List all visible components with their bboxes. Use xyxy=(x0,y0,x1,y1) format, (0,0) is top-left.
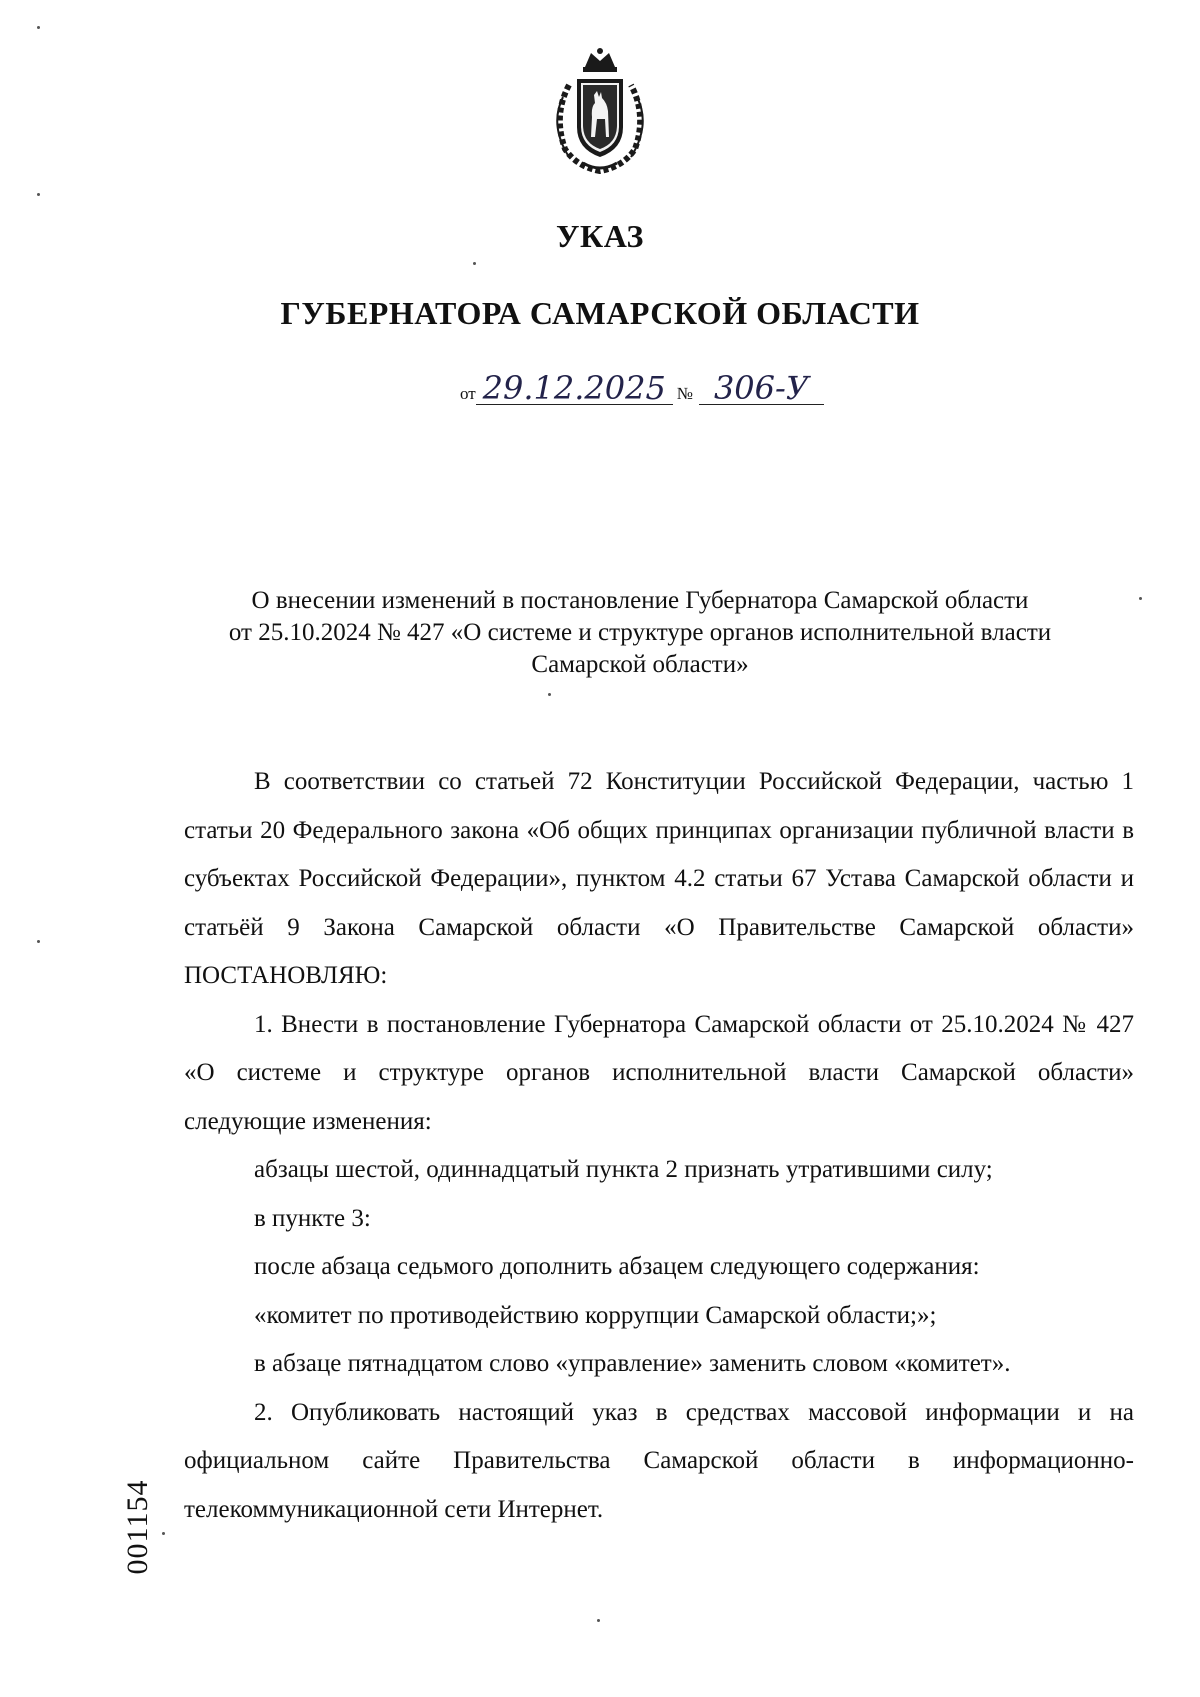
side-number-text: 001154 xyxy=(121,1479,154,1575)
document-subtitle: ГУБЕРНАТОРА САМАРСКОЙ ОБЛАСТИ xyxy=(280,295,920,331)
document-subject xyxy=(160,585,1120,681)
document-body xyxy=(184,758,1134,1534)
scan-speck xyxy=(37,940,40,943)
subitem-paragraph: в пункте 3: xyxy=(254,1204,371,1232)
scan-speck xyxy=(597,1619,600,1622)
subitem-paragraph: после абзаца седьмого дополнить абзацем следующего содержания: xyxy=(254,1253,980,1280)
scan-speck xyxy=(37,193,40,196)
subitem-paragraph: в абзаце пятнадцатом слово «управление» заменить словом «комитет». xyxy=(254,1350,1011,1377)
date-number-line xyxy=(460,369,824,412)
item-2-paragraph: 2. Опубликовать настоящий указ в средствах массовой информации и на официальном сайте Правительства Самарской области в информационно-телекоммуникационной сети Интернет. xyxy=(184,1398,1134,1523)
preamble-paragraph: В соответствии со статьей 72 Конституции Российской Федерации, частью 1 статьи 20 Федерального закона «Об общих принципах организации публичной власти в субъектах Российской Федерации», пунктом 4.2 статьи 67 Устава Самарской области и статьёй 9 Закона Самарской области «О Правительстве Самарской области» ПОСТАНОВЛЯЮ: xyxy=(184,768,1134,989)
subject-line: Самарской области» xyxy=(531,651,749,678)
item-1-paragraph: 1. Внести в постановление Губернатора Самарской области от 25.10.2024 № 427 «О системе и структуре органов исполнительной власти Самарской области» следующие изменения: xyxy=(184,1010,1134,1135)
handwritten-date: 29.12.2025 xyxy=(476,372,673,405)
from-label: от xyxy=(460,384,476,403)
subject-line: О внесении изменений в постановление Губернатора Самарской области xyxy=(251,587,1029,614)
scan-speck xyxy=(473,262,476,265)
subitem-paragraph: абзацы шестой, одиннадцатый пункта 2 признать утратившими силу; xyxy=(254,1156,993,1183)
scan-speck xyxy=(162,1532,165,1535)
number-label: № xyxy=(676,384,693,403)
scan-speck xyxy=(1139,597,1142,600)
subitem-paragraph: «комитет по противодействию коррупции Самарской области;»; xyxy=(254,1301,937,1329)
scan-speck xyxy=(548,693,551,696)
subject-line: от 25.10.2024 № 427 «О системе и структуре органов исполнительной власти xyxy=(228,619,1052,646)
handwritten-number: 306-У xyxy=(699,372,824,405)
side-registration-number xyxy=(118,1442,158,1612)
samara-coat-of-arms-icon xyxy=(539,45,661,175)
document-title: УКАЗ xyxy=(556,218,644,254)
scan-speck xyxy=(37,26,40,29)
